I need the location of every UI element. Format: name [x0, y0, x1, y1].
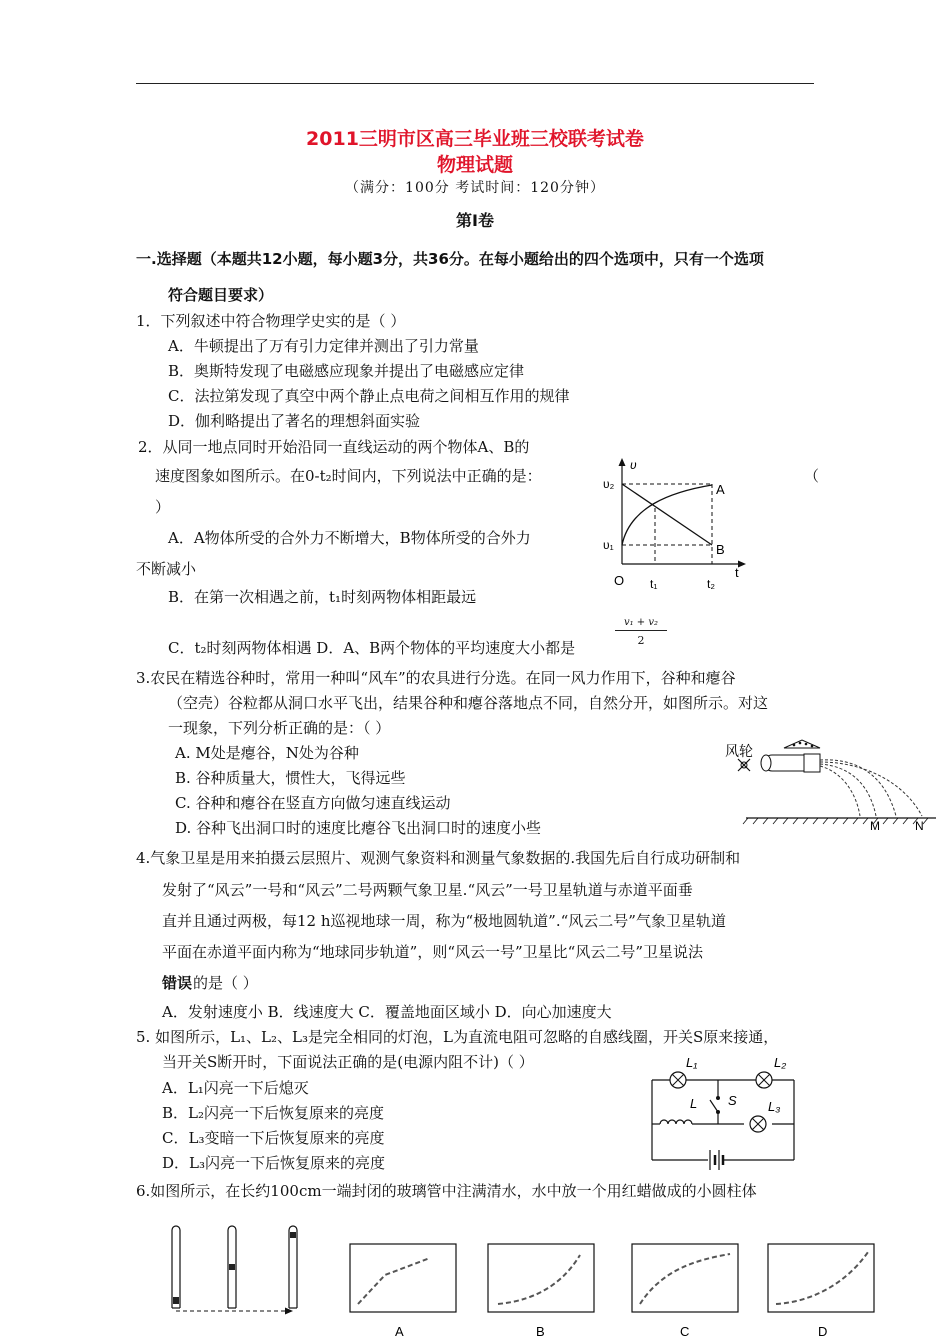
q2-option-b: B．在第一次相遇之前，t₁时刻两物体相距最远 [168, 588, 477, 606]
label-l3: L₃ [768, 1099, 781, 1114]
choice-b-label: B [536, 1324, 545, 1339]
graph-y-arrow-icon [619, 458, 626, 466]
header-rule [136, 83, 814, 84]
q1-option-b: B．奥斯特发现了电磁感应现象并提出了电磁感应定律 [168, 362, 525, 380]
outlet [804, 754, 820, 772]
graph-label-v1: υ₁ [603, 538, 614, 552]
graph-x-arrow-icon [738, 561, 746, 568]
q6-stem: 6.如图所示，在长约100cm一端封闭的玻璃管中注满清水，水中放一个用红蜡做成的小圆柱体 [136, 1182, 757, 1200]
graph-label-v2: υ₂ [603, 477, 615, 491]
graph-label-t2: t₂ [707, 577, 715, 591]
q4-line2: 发射了“风云”一号和“风云”二号两颗气象卫星.“风云”一号卫星轨道与赤道平面垂 [162, 881, 693, 899]
graph-label-v: υ [630, 458, 637, 472]
q4-emphasis-wrong: 错误 [162, 974, 193, 992]
q3-stem-line2: （空壳）谷粒都从洞口水平飞出，结果谷种和瘪谷落地点不同，自然分开，如图所示。对这 [168, 694, 769, 712]
choice-a-label: A [395, 1324, 404, 1339]
lamp-l3-icon [750, 1116, 766, 1132]
q1-stem: 1．下列叙述中符合物理学史实的是（ ） [136, 312, 406, 330]
label-l2: L₂ [774, 1055, 787, 1070]
fraction-numerator: v₁ + v₂ [615, 616, 667, 631]
q4-line4: 平面在赤道平面内称为“地球同步轨道”，则“风云一号”卫星比“风云二号”卫星说法 [162, 943, 704, 961]
q2-option-a-line2: 不断减小 [136, 560, 197, 578]
tube-1 [172, 1226, 180, 1308]
q3-option-d: D. 谷种飞出洞口时的速度比瘪谷飞出洞口时的速度小些 [175, 819, 542, 837]
section-heading-line1: 一.选择题（本题共12小题，每小题3分，共36分。在每小题给出的四个选项中，只有一个选项 [136, 250, 764, 268]
exam-title: 2011三明市区高三毕业班三校联考试卷 [306, 128, 644, 150]
q6-tubes-figure [160, 1222, 320, 1318]
q5-stem-line2: 当开关S断开时，下面说法正确的是(电源内阻不计)（ ） [162, 1053, 534, 1071]
fan-wheel-icon [738, 759, 750, 771]
trajectory-4 [820, 766, 860, 816]
trajectory-2 [820, 762, 922, 816]
q4-options: A．发射速度小 B．线速度大 C．覆盖地面区域小 D．向心加速度大 [162, 1003, 612, 1021]
tube-2 [228, 1226, 236, 1308]
landing-m-label: M [870, 819, 880, 833]
graph-choice-c [632, 1244, 738, 1339]
q5-circuit-diagram [648, 1050, 798, 1172]
q5-stem-line1: 5. 如图所示，L₁、L₂、L₃是完全相同的灯泡，L为直流电阻可忽略的自感线圈，开关S原来接通， [136, 1028, 779, 1046]
q3-stem-line1: 3.农民在精选谷种时，常用一种叫“风车”的农具进行分选。在同一风力作用下，谷种和瘪谷 [136, 669, 736, 687]
switch-lever [710, 1100, 718, 1112]
winnower-label: 风轮 [725, 743, 753, 759]
trajectory-1 [820, 760, 896, 816]
q5-option-b: B．L₂闪亮一下后恢复原来的亮度 [162, 1104, 384, 1122]
choice-d-label: D [818, 1324, 828, 1339]
q4-line1: 4.气象卫星是用来拍摄云层照片、观测气象资料和测量气象数据的.我国先后自行成功研制和 [136, 849, 741, 867]
volume-title: 第Ⅰ卷 [456, 211, 494, 230]
q5-option-a: A．L₁闪亮一下后熄灭 [162, 1079, 309, 1097]
graph-label-a: A [716, 482, 725, 497]
graph-label-origin: O [614, 573, 625, 588]
landing-n-label: N [915, 819, 924, 833]
lamp-l1-icon [670, 1072, 686, 1088]
q5-option-c: C．L₃变暗一下后恢复原来的亮度 [162, 1129, 385, 1147]
inductor-coil-icon [660, 1120, 692, 1124]
q1-option-c: C．法拉第发现了真空中两个静止点电荷之间相互作用的规律 [168, 387, 570, 405]
q2-option-cd: C．t₂时刻两物体相遇 D．A、B两个物体的平均速度大小都是 [168, 639, 576, 657]
q3-winnower-figure [724, 732, 936, 837]
q6-answer-graphs [340, 1240, 880, 1344]
graph-choice-d [768, 1244, 874, 1339]
battery-icon [710, 1150, 723, 1170]
tube-3 [289, 1226, 297, 1308]
q2-stem-line2: 速度图象如图所示。在0-t₂时间内，下列说法中正确的是： [155, 467, 542, 485]
q4-line5-rest: 的是（ ） [193, 974, 258, 992]
graph-label-b: B [716, 542, 725, 557]
section-heading-line2: 符合题目要求） [168, 286, 274, 304]
q5-option-d: D．L₃闪亮一下后恢复原来的亮度 [162, 1154, 386, 1172]
switch-contact-top [716, 1096, 720, 1100]
label-l1: L₁ [686, 1055, 698, 1070]
subject-title: 物理试题 [436, 154, 513, 176]
graph-choice-a [350, 1244, 456, 1339]
label-switch: S [728, 1093, 737, 1108]
q2-paren-open: （ [804, 467, 820, 485]
exam-meta: （满分：100分 考试时间：120分钟） [345, 180, 605, 196]
fraction-denominator: 2 [637, 634, 645, 647]
q4-line3: 直并且通过两极，每12 h巡视地球一周，称为“极地圆轨道”.“风云二号”气象卫星轨道 [162, 912, 726, 930]
q1-option-d: D．伽利略提出了著名的理想斜面实验 [168, 412, 421, 430]
ground-hatching [743, 818, 928, 824]
graph-label-t1: t₁ [650, 577, 658, 591]
q3-option-a: A. M处是瘪谷，N处为谷种 [175, 744, 359, 762]
graph-label-t: t [735, 565, 739, 580]
q1-option-a: A．牛顿提出了万有引力定律并测出了引力常量 [168, 337, 479, 355]
label-inductor: L [690, 1096, 698, 1111]
choice-c-label: C [680, 1324, 690, 1339]
hopper [784, 740, 820, 748]
graph-choice-b [488, 1244, 594, 1339]
q2-velocity-graph [600, 452, 760, 592]
q2-stem-line1: 2．从同一地点同时开始沿同一直线运动的两个物体A、B的 [138, 438, 530, 456]
q3-stem-line3: 一现象，下列分析正确的是：（ ） [168, 719, 391, 737]
graph-line-b [622, 484, 712, 545]
q3-option-c: C. 谷种和瘪谷在竖直方向做匀速直线运动 [175, 794, 451, 812]
q2-paren-close: ） [155, 498, 171, 516]
q3-option-b: B. 谷种质量大，惯性大，飞得远些 [175, 769, 406, 787]
lamp-l2-icon [756, 1072, 772, 1088]
q2-option-a-line1: A．A物体所受的合外力不断增大，B物体所受的合外力 [168, 529, 531, 547]
